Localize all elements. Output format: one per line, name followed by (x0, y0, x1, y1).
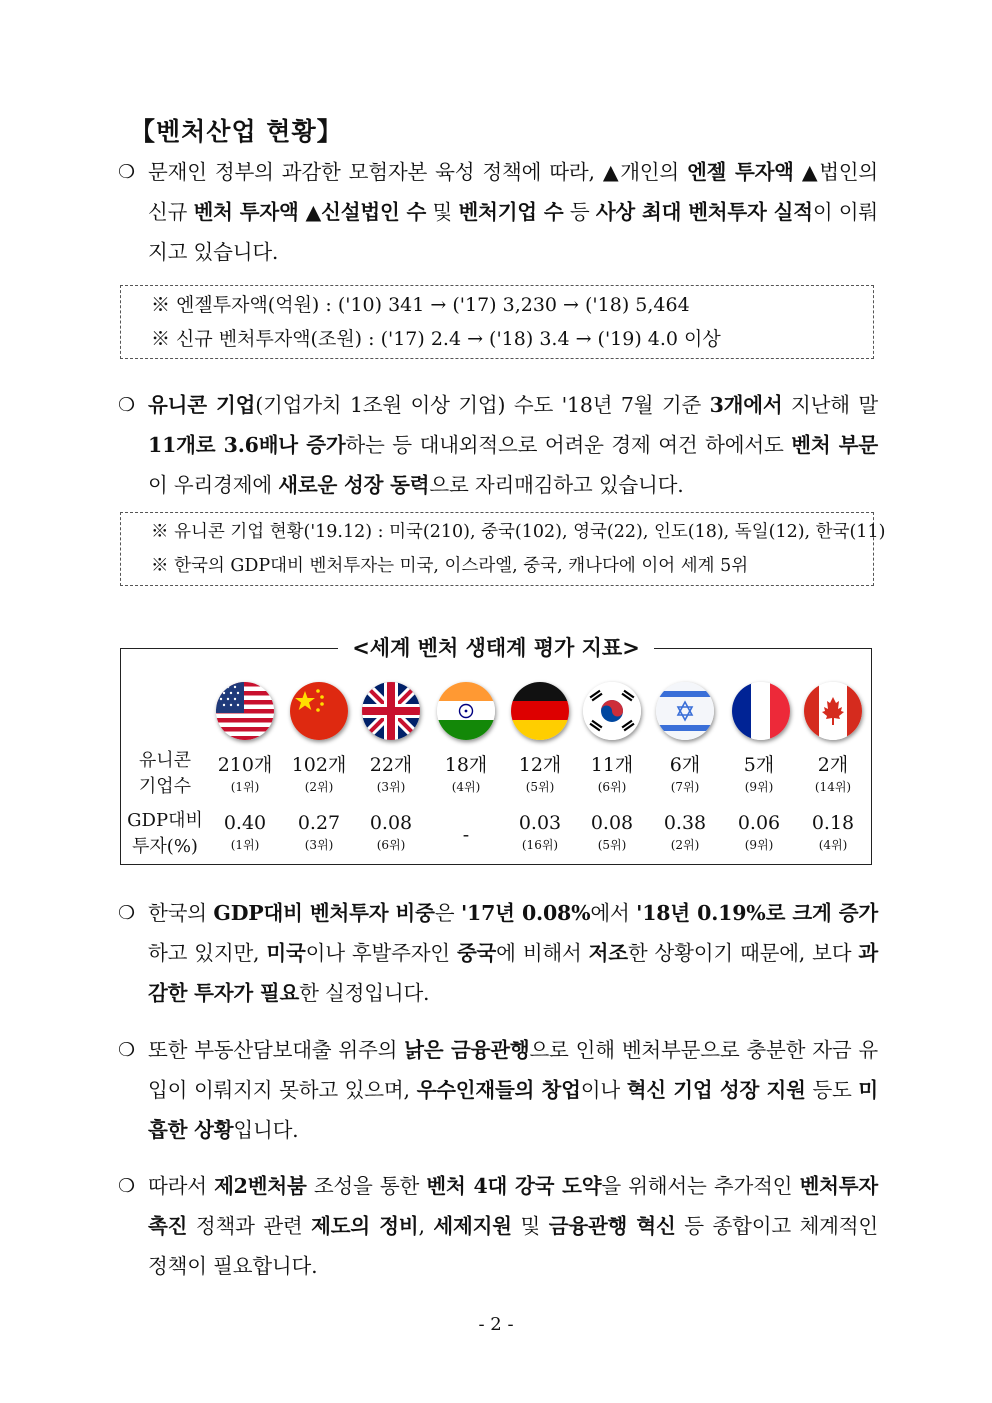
canada-flag-icon (804, 682, 862, 740)
bold-run: 3개에서 (709, 393, 783, 417)
text-run: 이 이뤄지고 있습니다. (148, 200, 878, 264)
text-run: 등 (563, 200, 596, 224)
row-label-gdp (120, 808, 210, 860)
unicorn-cell-india (431, 752, 501, 796)
section-title: 【벤처산업 현황】 (130, 117, 343, 146)
text-run: ▲법인의 신규 (148, 160, 878, 224)
gdp-cell-uk (356, 810, 426, 854)
text-run: 따라서 (148, 1174, 215, 1198)
text-run: 한 상황이기 때문에, 보다 (627, 941, 859, 965)
gdp-rank: (2위) (670, 838, 700, 852)
gdp-cell-israel (650, 810, 720, 854)
note-line: ※ 신규 벤처투자액(조원) : ('17) 2.4 → ('18) 3.4 → ('19) 4.0 이상 (151, 328, 721, 350)
note-line: ※ 엔젤투자액(억원) : ('10) 341 → ('17) 3,230 → ('18) 5,464 (151, 294, 690, 316)
unicorn-count: 6개 (669, 754, 701, 776)
text-run: 으로 인해 벤처부문으로 충분한 자금 유입이 이뤄지지 못하고 있으며, (148, 1038, 879, 1102)
text-run: 및 (511, 1214, 549, 1238)
unicorn-count: 11개 (590, 754, 634, 776)
text-run: 한 실정입니다. (299, 981, 430, 1005)
bold-run: '18년 0.19%로 크게 증가 (636, 901, 878, 925)
text-run: 하고 있지만, (148, 941, 267, 965)
unicorn-cell-israel (650, 752, 720, 796)
gdp-cell-germany (505, 810, 575, 854)
text-run: 또한 부동산담보대출 위주의 (148, 1038, 405, 1062)
unicorn-count: 22개 (369, 754, 413, 776)
bullet-icon: ❍ (118, 161, 135, 183)
bold-run: 엔젤 투자액 (687, 160, 794, 184)
gdp-value: 0.08 (369, 812, 413, 834)
paragraph-1 (118, 152, 878, 272)
unicorn-rank: (7위) (670, 780, 700, 794)
unicorn-count: 2개 (817, 754, 849, 776)
bold-run: 제2벤처붐 (214, 1174, 307, 1198)
bold-run: 미흡한 상황 (148, 1078, 879, 1142)
unicorn-cell-germany (505, 752, 575, 796)
unicorn-cell-uk (356, 752, 426, 796)
unicorn-rank: (3위) (376, 780, 406, 794)
row-label-line: GDP대비 (127, 810, 203, 831)
gdp-cell-india (431, 822, 501, 848)
text-run: 으로 자리매김하고 있습니다. (429, 473, 684, 497)
gdp-cell-france (724, 810, 794, 854)
row-label-line: 투자(%) (132, 836, 198, 857)
unicorn-rank: (9위) (744, 780, 774, 794)
gdp-cell-korea (577, 810, 647, 854)
text-run: 등 종합이고 체계적인 정책이 필요합니다. (148, 1214, 878, 1278)
bold-run: 벤처기업 수 (458, 200, 564, 224)
bold-run: 벤처 부문 (791, 433, 878, 457)
gdp-value: 0.18 (811, 812, 855, 834)
page-number: - 2 - (478, 1314, 514, 1335)
text-run: 지난해 말 (782, 393, 878, 417)
unicorn-rank: (5위) (525, 780, 555, 794)
text-run: 이 우리경제에 (148, 473, 279, 497)
table-title-text: <세계 벤처 생태계 평가 지표> (338, 636, 654, 660)
unicorn-rank: (14위) (814, 780, 852, 794)
india-flag-icon (437, 682, 495, 740)
paragraph-5 (118, 1166, 878, 1286)
gdp-value: 0.06 (737, 812, 781, 834)
unicorn-count: 12개 (518, 754, 562, 776)
gdp-value: - (462, 824, 470, 846)
bold-run: 벤처투자 촉진 (148, 1174, 878, 1238)
gdp-cell-usa (210, 810, 280, 854)
usa-flag-icon (216, 682, 274, 740)
row-label-line: 유니콘 (138, 750, 192, 771)
paragraph-3 (118, 893, 878, 1013)
note-line: ※ 한국의 GDP대비 벤처투자는 미국, 이스라엘, 중국, 캐나다에 이어 세계 5위 (151, 556, 749, 576)
bold-run: 미국 (266, 941, 306, 965)
china-flag-icon (290, 682, 348, 740)
unicorn-cell-canada (798, 752, 868, 796)
text-run: 문재인 정부의 과감한 모험자본 육성 정책에 따라, ▲개인의 (148, 160, 688, 184)
bullet-icon: ❍ (118, 394, 135, 416)
note-box-1 (120, 285, 874, 359)
gdp-value: 0.08 (590, 812, 634, 834)
gdp-cell-canada (798, 810, 868, 854)
gdp-rank: (4위) (818, 838, 848, 852)
bold-run: 유니콘 기업 (148, 393, 256, 417)
gdp-cell-china (284, 810, 354, 854)
gdp-value: 0.40 (223, 812, 267, 834)
bullet-icon: ❍ (118, 902, 135, 924)
gdp-rank: (16위) (521, 838, 559, 852)
gdp-rank: (6위) (376, 838, 406, 852)
note-box-2 (120, 512, 886, 586)
unicorn-count: 5개 (743, 754, 775, 776)
bold-run: 과감한 투자가 필요 (148, 941, 879, 1005)
text-run: 하는 등 대내외적으로 어려운 경제 여건 하에서도 (345, 433, 792, 457)
bullet-icon: ❍ (118, 1039, 135, 1061)
unicorn-rank: (1위) (230, 780, 260, 794)
korea-flag-icon (583, 682, 641, 740)
bold-run: 금융관행 혁신 (548, 1214, 676, 1238)
gdp-rank: (5위) (597, 838, 627, 852)
gdp-rank: (9위) (744, 838, 774, 852)
text-run: 에 비해서 (496, 941, 589, 965)
text-run: , (418, 1214, 434, 1238)
paragraph-2 (118, 385, 878, 505)
unicorn-cell-france (724, 752, 794, 796)
text-run: 입니다. (233, 1118, 299, 1142)
text-run: 조성을 통한 (306, 1174, 427, 1198)
text-run: 이나 (580, 1078, 627, 1102)
bold-run: 세제지원 (433, 1214, 512, 1238)
paragraph-4 (118, 1030, 878, 1150)
row-label-line: 기업수 (138, 776, 192, 797)
unicorn-rank: (2위) (304, 780, 334, 794)
germany-flag-icon (511, 682, 569, 740)
gdp-value: 0.27 (297, 812, 341, 834)
bold-run: 11개로 3.6배나 증가 (148, 433, 346, 457)
israel-flag-icon (656, 682, 714, 740)
france-flag-icon (732, 682, 790, 740)
text-run: 은 (434, 901, 461, 925)
gdp-value: 0.38 (663, 812, 707, 834)
bold-run: 벤처 투자액 ▲신설법인 수 (193, 200, 427, 224)
table-title (0, 632, 992, 662)
text-run: 한국의 (148, 901, 214, 925)
bold-run: 사상 최대 벤처투자 실적 (595, 200, 813, 224)
text-run: 정책과 관련 (187, 1214, 312, 1238)
bold-run: 새로운 성장 동력 (278, 473, 430, 497)
bold-run: 혁신 기업 성장 지원 (626, 1078, 806, 1102)
unicorn-cell-korea (577, 752, 647, 796)
text-run: 에서 (590, 901, 637, 925)
bold-run: 우수인재들의 창업 (416, 1078, 581, 1102)
note-line: ※ 유니콘 기업 현황('19.12) : 미국(210), 중국(102), 영국(22), 인도(18), 독일(12), 한국(11) (151, 522, 886, 542)
bold-run: '17년 0.08% (460, 901, 591, 925)
text-run: 을 위해서는 추가적인 (601, 1174, 800, 1198)
unicorn-cell-usa (210, 752, 280, 796)
bold-run: 제도의 정비 (311, 1214, 419, 1238)
bold-run: 낡은 금융관행 (404, 1038, 530, 1062)
unicorn-count: 210개 (217, 754, 273, 776)
text-run: 및 (426, 200, 459, 224)
row-label-unicorn (120, 748, 210, 800)
bold-run: 중국 (456, 941, 497, 965)
gdp-rank: (1위) (230, 838, 260, 852)
unicorn-count: 18개 (444, 754, 488, 776)
text-run: 등도 (805, 1078, 859, 1102)
gdp-value: 0.03 (518, 812, 562, 834)
gdp-rank: (3위) (304, 838, 334, 852)
text-run: (기업가치 1조원 이상 기업) 수도 '18년 7월 기준 (255, 393, 710, 417)
bold-run: 저조 (588, 941, 628, 965)
bold-run: GDP대비 벤처투자 비중 (213, 901, 435, 925)
bold-run: 벤처 4대 강국 도약 (426, 1174, 602, 1198)
unicorn-count: 102개 (291, 754, 347, 776)
unicorn-cell-china (284, 752, 354, 796)
text-run: 이나 후발주자인 (305, 941, 457, 965)
bullet-icon: ❍ (118, 1175, 135, 1197)
unicorn-rank: (6위) (597, 780, 627, 794)
unicorn-rank: (4위) (451, 780, 481, 794)
uk-flag-icon (362, 682, 420, 740)
